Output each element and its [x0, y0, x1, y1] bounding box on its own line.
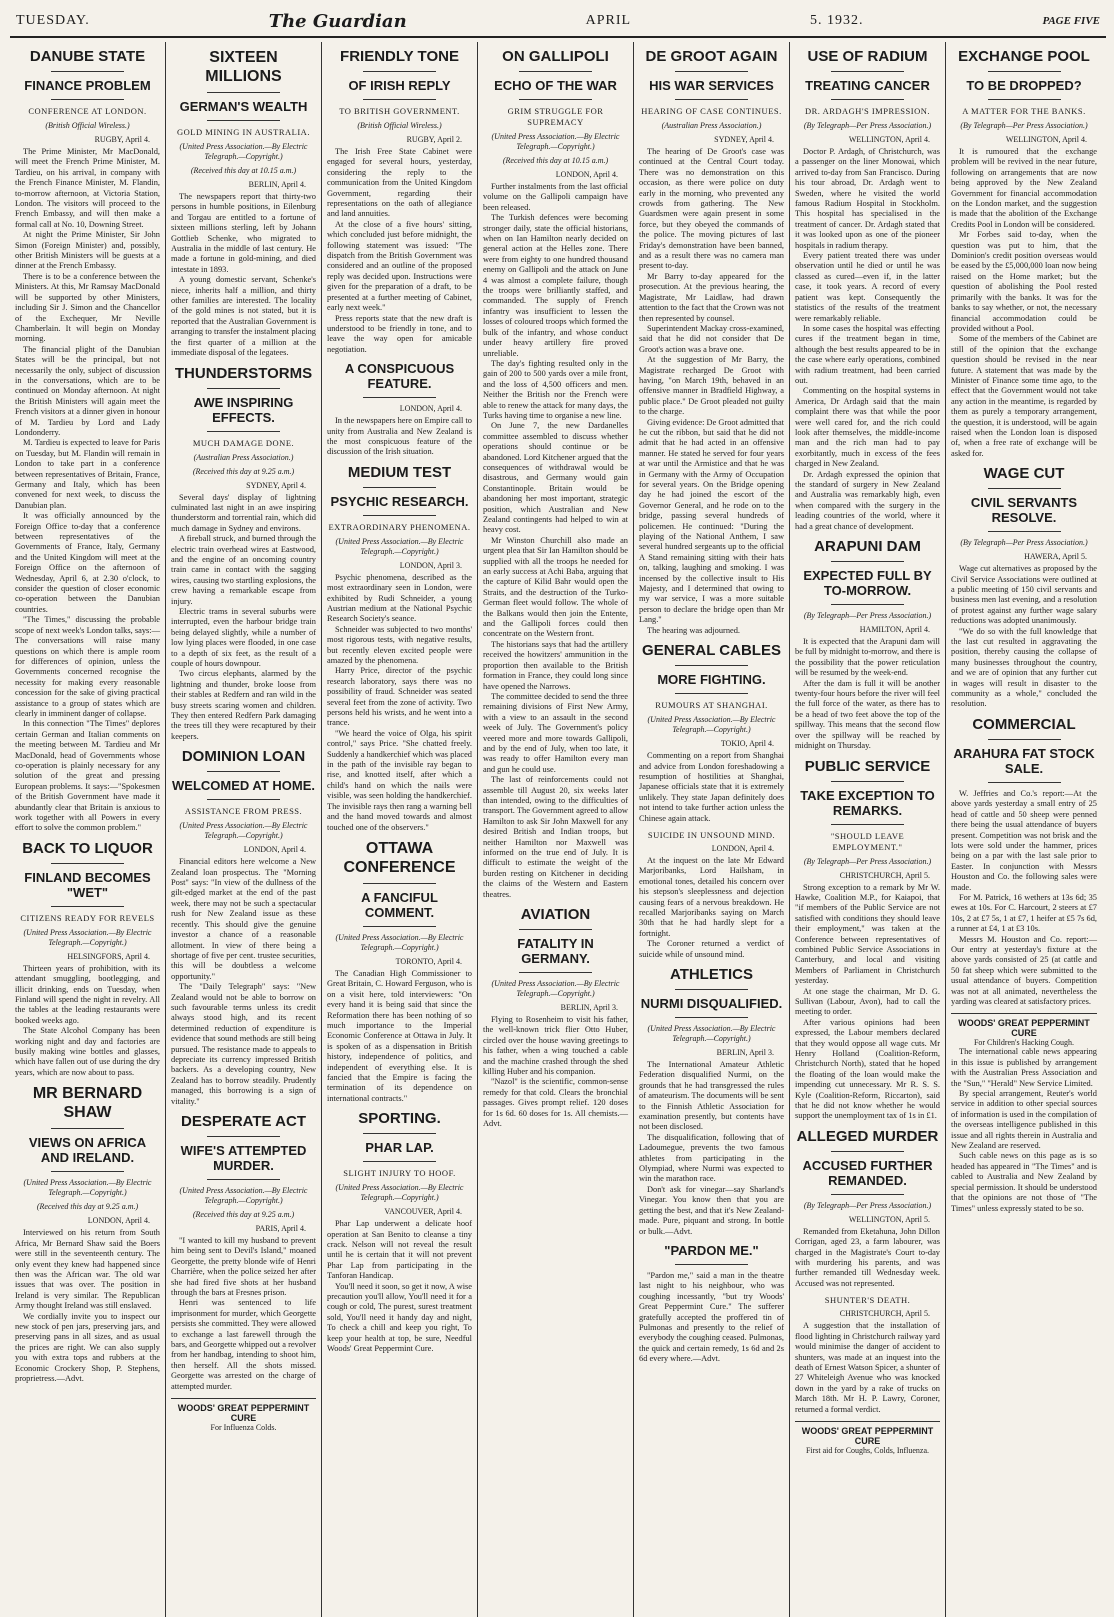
divider-rule — [51, 1171, 124, 1172]
article-paragraph: W. Jeffries and Co.'s report:—At the above yards yesterday a small entry of 25 head of cattle and 50 sheep were penned there being the usual attendance of buyers present. Competition was not brisk and the lots were sold under the hammer, prices being on a par with the last sale prior to Easter. In conjunction with Messrs Houston and Co. the following sales were made. — [951, 788, 1097, 892]
article-cred: (United Press Association.—By Electric Telegraph.—Copyright.) — [335, 536, 464, 556]
article-headline: FRIENDLY TONE — [340, 48, 459, 65]
divider-rule — [519, 99, 592, 100]
article-sub: MUCH DAMAGE DONE. — [192, 437, 295, 448]
article — [171, 748, 316, 1107]
article — [795, 538, 940, 751]
masthead-month: APRIL — [585, 13, 632, 28]
article-dateline: CHRISTCHURCH, April 5. — [839, 1309, 930, 1319]
article-dateline: RUGBY, April 4. — [94, 135, 150, 144]
masthead-date: 5. 1932. — [810, 13, 864, 28]
article-paragraph: Commenting on a report from Shanghai and advice from London foreshadowing a resumption of hostilities at Shanghai, Japanese officials state that it is extremely unlikely. They state Japan definitely does not intend to take further action unless the Chinese again attack. — [639, 751, 784, 823]
article-paragraph: The last of reinforcements could not assemble till August 20, six weeks later than intended, owing to the difficulties of transport. The Government agreed to allow Hamilton to ask Sir John Maxwell for any desired British and Indian troops, but neither Hamilton nor Maxwell was informed on the true end of July. It is difficult to estimate the weight of the burden resting on Kitchener in deciding the claims of the Western and Eastern theatres. — [483, 775, 628, 899]
article-paragraph: The financial plight of the Danubian States will be the principal, but not necessarily the only, subject of discussion in the conversations, which are to be continued on Monday afternoon. At night the British Ministers will again meet the French visitors at a dinner given in honour of M. Tardieu by Lord and Lady Londonderry. — [15, 344, 160, 437]
divider-rule — [988, 99, 1061, 100]
article-paragraph: We cordially invite you to inspect our new stock of pen jars, preserving jars, and preserving pans in all sizes, and as usual the prices are right. We can also supply you with extra tops and rubbers at the Economic Crockery Shop, P. Stephens, proprietress.—Advt. — [15, 1311, 160, 1383]
article-received: (Received this day at 9.25 a.m.) — [36, 1202, 139, 1212]
advert-title: WOODS' GREAT PEPPERMINT CURE — [177, 1403, 310, 1424]
article-paragraph: The international cable news appearing in this issue is published by arrangement with the Australian Press Association and the "Sun," "Herald" New Service Limited. — [951, 1047, 1097, 1088]
article-paragraph: On June 7, the new Dardanelles committee assembled to discuss whether operations should continue or be abandoned. Lord Kitchener argued that the consequences of withdrawal would be disastrous, and Germany would gain Constantinople. Britain would be abandoning her most important, strategic position, which Australian and New Zealand contingents had helped to win at heavy cost. — [483, 421, 628, 535]
advertisement — [951, 1013, 1097, 1047]
article-dateline: WELLINGTON, April 4. — [1005, 135, 1087, 144]
article-paragraph: Dr. Ardagh expressed the opinion that the standard of surgery in New Zealand and Australia was remarkably high, even when compared with the surgery in the leading countries of the world, where it had a great chance of development. — [795, 469, 940, 531]
divider-rule — [675, 693, 748, 694]
article — [171, 365, 316, 743]
column-1 — [10, 42, 166, 1617]
divider-rule — [51, 99, 124, 100]
article-cred: (British Official Wireless.) — [357, 121, 442, 130]
article-deck: A FANCIFUL COMMENT. — [361, 889, 438, 920]
article-headline: MR BERNARD SHAW — [32, 1085, 143, 1122]
divider-rule — [207, 92, 280, 93]
article-paragraph: Mr Forbes said to-day, when the question was put to him, that the Dominion's credit position overseas would be eased by the £5,000,000 loan now being raised on the Home market; but the question of abolishing the Pool rested primarily with the banks. It was for the banks to say whether, or not, the necessary financial accommodation could be provided without a Pool. — [951, 230, 1097, 333]
article-deck: A CONSPICUOUS FEATURE. — [344, 361, 455, 392]
article-paragraph: Electric trams in several suburbs were interrupted, even the harbour bridge train being delayed slightly, while a number of low lying places were flooded, in one case to a depth of six feet, as the result of a couple of hours downpour. — [171, 606, 316, 668]
article — [639, 1243, 784, 1365]
article-paragraph: Two circus elephants, alarmed by the lightning and thunder, broke loose from their stables at Redfern and ran wild in the busy streets scaring women and children. They then entered Redfern Park damaging the trees till they were recaptured by their keepers. — [171, 669, 316, 741]
article-paragraph: For M. Patrick, 16 wethers at 13s 6d; 35 ewes at 10s. For C. Harcourt, 2 steers at £7 10s, 2 at £7 5s, 1 at £7, 1 heifer at £5 7s 6d, a runner at £4, 1 at £3 10s. — [951, 892, 1097, 934]
article-paragraph: The hearing of De Groot's case was continued at the Central Court today. There was no demonstration on this occasion, as there were police on duty early in the morning, who prevented any crowds from gathering. The New Guardsmen were again present in some force, but they obeyed the commands of the police. The moving pictures of last Friday's demonstration have been banned, and as a result there was no camera man present to-day. — [639, 147, 784, 271]
divider-rule — [51, 71, 124, 72]
article-sub: EXTRAORDINARY PHENOMENA. — [328, 521, 471, 532]
article — [951, 465, 1097, 710]
article-paragraph: The Irish Free State Cabinet were engaged for several hours, yesterday, considering the reply to the communication from the United Kingdom Government, regarding their representations on the oath of allegiance and land annuities. — [327, 147, 472, 219]
article-sub: ASSISTANCE FROM PRESS. — [184, 806, 303, 817]
article-paragraph: The State Alcohol Company has been working night and day and factories are busily making wine bottles and glasses, which have fallen out of use during the dry years, which are now about to pass. — [15, 1026, 160, 1077]
article-deck: TO BE DROPPED? — [966, 78, 1082, 93]
article-paragraph: Thirteen years of prohibition, with its attendant smuggling, bootlegging, and illicit drinking, ends on Tuesday, when Finland will spend the night in revelry. All the tables at the leading restaurants were booked weeks ago. — [15, 963, 160, 1025]
divider-rule — [831, 71, 904, 72]
article-cred: (By Telegraph—Per Press Association.) — [803, 856, 932, 866]
article — [171, 48, 316, 359]
article-cred: (Australian Press Association.) — [661, 121, 762, 130]
article-sub: GRIM STRUGGLE FOR SUPREMACY — [507, 106, 604, 127]
article — [639, 642, 784, 824]
article-dateline: PARIS, April 4. — [255, 1224, 306, 1233]
article-deck: AWE INSPIRING EFFECTS. — [193, 394, 294, 425]
divider-rule — [363, 1161, 436, 1162]
article-deck: PHAR LAP. — [365, 1140, 434, 1156]
column-3 — [322, 42, 478, 1617]
article-received: (Received this day at 10.15 a.m.) — [502, 156, 609, 165]
article — [795, 1295, 940, 1415]
column-5 — [634, 42, 790, 1617]
article-paragraph: Schneider was subjected to two months' most rigorous tests, with negative results, but recently eleven excited people were amazed by the phenomena. — [327, 624, 472, 665]
article-deck: MORE FIGHTING. — [657, 672, 766, 688]
article-sub: GOLD MINING IN AUSTRALIA. — [177, 127, 310, 137]
article-paragraph: By special arrangement, Reuter's world service in addition to other special sources of information is used in the compilation of the overseas intelligence published in this issue and all rights therein in Australia and New Zealand are reserved. — [951, 1089, 1097, 1151]
article-headline: AVIATION — [520, 906, 591, 924]
article-cred: (United Press Association.—By Electric Telegraph.—Copyright.) — [491, 979, 620, 999]
article-cred: (By Telegraph—Per Press Association.) — [803, 121, 932, 130]
article-deck: GERMAN'S WEALTH — [179, 99, 308, 114]
article-paragraph: "We heard the voice of Olga, his spirit control," says Price. "She chatted freely. Suddenly a handkerchief which was placed in the path of the invisible ray began to rise, and knotted itself, after which a child's hand on which the nails were visible, was seen holding the handkerchief. The invisible rays then rang a warning bell and the hand moved towards and almost touched one of the observers." — [327, 728, 472, 832]
column-7 — [946, 42, 1102, 1617]
article-dateline: HAMILTON, April 4. — [859, 625, 930, 635]
article-paragraph: The disqualification, following that of Ladoumegue, prevents the two famous athletes from participating in the Olympiad, where Nurmi was expected to win the marathon race. — [639, 1132, 784, 1184]
article-paragraph: The Coroner returned a verdict of suicide while of unsound mind. — [639, 939, 784, 959]
article-paragraph: In this connection "The Times" deplores certain German and Italian comments on the meeting between M. Tardieu and Mr MacDonald, head of Governments whose co-operation is plainly necessary for any solution of the great and pressing European problems. It says:—"Spokesmen of the British Government have made it abundantly clear that Britain is anxious to work together with all Powers in every effort to solve the common problem." — [15, 719, 160, 833]
article-dateline: RUGBY, April 2. — [406, 135, 462, 144]
article-dateline: LONDON, April 4. — [711, 843, 774, 853]
article-paragraph: At the suggestion of Mr Barry, the Magistrate recharged De Groot with having, "on March 19th, behaved in an offensive manner in Bradfield Highway, a public place." De Groot pleaded not guilty to the charge. — [639, 355, 784, 417]
article — [327, 361, 472, 458]
article-cred: (United Press Association.—By Electric Telegraph.—Copyright.) — [491, 132, 620, 151]
article-paragraph: At the close of a five hours' sitting, which concluded just before midnight, the following statement was issued: "The dispatch from the British Government was considered and an outline of the proposed reply was decided upon. Instructions were given for the preparation of a draft, to be presented at a further meeting of Cabinet, early next week." — [327, 219, 472, 313]
divider-rule — [363, 515, 436, 516]
article-received: (Received this day at 9.25 a.m.) — [192, 466, 295, 476]
article-paragraph: It is expected that the Arapuni dam will be full by midnight to-morrow, and there is the possibility that the power reticulation will be resumed by the week-end. — [795, 637, 940, 678]
article-cred: (United Press Association.—By Electric Telegraph.—Copyright.) — [23, 927, 152, 947]
article-deck: WELCOMED AT HOME. — [172, 778, 315, 794]
article-paragraph: The Canadian High Commissioner to Great Britain, C. Howard Ferguson, who is on a visit here, told interviewers: "On every hand it is being said that since the Reformation there has been nothing of so much importance to the Imperial Economic Conference at Ottawa in July. It is spoken of as a dispensation in British history, independence of politics, and independent of everything else. It is fancied that the Empire is facing the termination of its dependence on international contracts." — [327, 968, 472, 1103]
article-dateline: SYDNEY, April 4. — [714, 135, 774, 144]
article-headline: ATHLETICS — [669, 966, 754, 983]
article-cred: (By Telegraph—Per Press Association.) — [803, 1200, 932, 1210]
article — [639, 966, 784, 1237]
article-headline: ALLEGED MURDER — [796, 1127, 939, 1145]
article-paragraph: Strong exception to a remark by Mr W. Hawke, Coalition M.P., for Kaiapoi, that "if members of the Public Service are not satisfied with conditions they should leave their employment," was taken at the Conference between representatives of combined Public Service Associations in Canterbury, and local and visiting Members of Parliament in Christchurch yesterday. — [795, 882, 940, 986]
divider-rule — [363, 99, 436, 100]
article-paragraph: Psychic phenomena, described as the most extraordinary seen in London, were exhibited by Rudi Schneider, a young Austrian medium at the National Psychic Research Society's seance. — [327, 572, 472, 624]
article-paragraph: Mr Winston Churchill also made an urgent plea that Sir Ian Hamilton should be supplied with all the troops he needed for an early success at Achi Baba, arguing that the capture of Kilid Bahr would open the Straits, and the destruction of the Turko-German fleet would follow. The whole of the Balkans would then join the Entente, and the Gallipoli forces could then concentrate on the Western front. — [483, 535, 628, 639]
masthead-day: TUESDAY. — [16, 13, 90, 28]
masthead-title: The Guardian — [268, 10, 407, 32]
article-headline: DOMINION LOAN — [181, 748, 306, 766]
divider-rule — [988, 531, 1061, 532]
article-headline: ON GALLIPOLI — [502, 48, 609, 65]
article-paragraph: Doctor P. Ardagh, of Christchurch, was a passenger on the liner Monowai, which arrived to-day from San Francisco. During his tour abroad, Dr. Ardagh went to Sweden, where he visited the world famous Radium Hospital in Stockholm. This hospital has specialised in the treatment of cancer. Dr. Ardagh stated that it was looked upon as one of the pioneer hospitals in radium therapy. — [795, 147, 940, 250]
article-dateline: LONDON, April 4. — [555, 170, 618, 179]
divider-rule — [207, 799, 280, 800]
divider-rule — [207, 1136, 280, 1137]
masthead — [10, 6, 1106, 38]
article-dateline: VANCOUVER, April 4. — [384, 1207, 462, 1217]
article-sub: HEARING OF CASE CONTINUES. — [641, 106, 782, 116]
article-dateline: WELLINGTON, April 4. — [848, 135, 930, 144]
article-paragraph: The Prime Minister, Mr MacDonald, will meet the French Prime Minister, M. Tardieu, on his arrival, in company with the French Finance Minister, M. Flandin, to-morrow afternoon, at Victoria Station, London. The visitors will proceed to the French Embassy, and will then make a formal call at No. 10, Downing Street. — [15, 147, 160, 229]
article — [327, 839, 472, 1104]
divider-rule — [363, 71, 436, 72]
article-dateline: TORONTO, April 4. — [395, 956, 462, 966]
article-paragraph: A fireball struck, and burned through the electric train overhead wires at Eastwood, and the engine of an oncoming country train came in contact with the sagging wires, causing two startling explosions, the crew having a remarkable escape from injury. — [171, 534, 316, 606]
article-sub: RUMOURS AT SHANGHAI. — [655, 700, 768, 711]
article-paragraph: Wage cut alternatives as proposed by the Civil Service Associations were outlined at a public meeting of 150 civil servants and business men last evening, and a resolution of protest against any further wage salary reductions was adopted unanimously. — [951, 564, 1097, 626]
article-dateline: BERLIN, April 3. — [716, 1048, 774, 1057]
article-deck: OF IRISH REPLY — [348, 78, 451, 93]
article-paragraph: You'll need it soon, so get it now, A wise precaution you'll allow, You'll need it for a cough or cold, The purest, surest treatment sold, You'll need it handy day and night, To check a chill and keep you right, To keep your health at top, be sure, Needful Woods' Great Peppermint Cure. — [327, 1281, 472, 1354]
divider-rule — [51, 863, 124, 864]
article-headline: BACK TO LIQUOR — [22, 839, 153, 857]
article-dateline: LONDON, April 4. — [243, 845, 306, 855]
divider-rule — [988, 782, 1061, 783]
divider-rule — [831, 99, 904, 100]
article-paragraph: "Nazol" is the scientific, common-sense remedy for that cold. Clears the bronchial passages. Gives prompt relief. 120 doses for 1s 6d. 60 doses for 1s. All chemists.—Advt. — [483, 1077, 628, 1129]
article-deck: "PARDON ME." — [664, 1242, 759, 1258]
article-paragraph: Some of the members of the Cabinet are still of the opinion that the exchange question should be revised in the near future. A statement that was made by the Minister of Finance some time ago, to the effect that the Government would not take any action in the meantime, is regarded by them as purely a temporary arrangement, the question, it is understood, will be again raised when the London loan is disposed of, when a free rate of exchange will be asked for. — [951, 334, 1097, 458]
article-paragraph: Don't ask for vinegar—say Sharland's Vinegar. You know then that you are getting the best, and that it's New Zealand-made. Pure, piquant and strong. In bottle or bulk.—Advt. — [639, 1184, 784, 1236]
divider-rule — [831, 824, 904, 825]
article-sub: A MATTER FOR THE BANKS. — [962, 106, 1086, 116]
article-dateline: LONDON, April 3. — [399, 560, 462, 570]
article-sub: SUICIDE IN UNSOUND MIND. — [647, 829, 776, 840]
article-cred: (United Press Association.—By Electric Telegraph.—Copyright.) — [179, 821, 308, 841]
article-paragraph: Such cable news on this page as is so headed has appeared in "The Times" and is cabled to Australia and New Zealand by special permission. It should be understood that the opinions are not those of "The Times" unless expressly stated to be so. — [951, 1151, 1097, 1213]
advertisement — [795, 1421, 940, 1455]
divider-rule — [988, 739, 1061, 740]
article-sub: SLIGHT INJURY TO HOOF. — [343, 1168, 456, 1179]
article-headline: DESPERATE ACT — [180, 1113, 306, 1130]
article-headline: DANUBE STATE — [29, 48, 146, 65]
article-paragraph: It was officially announced by the Foreign Office to-day that a conference between representatives of the Governments of France, Italy, Germany and the United Kingdom will meet at the Foreign Office on the afternoon of Wednesday, April 6, at 2.30 o'clock, to consider the question of closer economic co-operation between the Danubian countries. — [15, 511, 160, 614]
article-paragraph: After the dam is full it will be another twenty-four hours before the river will feel the full force of the water, as there has to be a head of two feet above the top of the spillway. This means that the second flow over the spillway will be reached by midnight on Thursday. — [795, 678, 940, 751]
article-dateline: SYDNEY, April 4. — [246, 480, 306, 490]
article — [795, 48, 940, 532]
article-cred: (United Press Association.—By Electric Telegraph.—Copyright.) — [335, 932, 464, 952]
article-received: (Received this day at 10.15 a.m.) — [190, 166, 297, 175]
article-headline: ARAPUNI DAM — [814, 538, 921, 556]
divider-rule — [207, 431, 280, 432]
divider-rule — [363, 397, 436, 398]
article-sub: TO BRITISH GOVERNMENT. — [339, 106, 460, 116]
columns — [10, 42, 1106, 1617]
article-headline: SPORTING. — [358, 1110, 441, 1128]
article-paragraph: Remanded from Eketahuna, John Dillon Corrigan, aged 23, a farm labourer, was charged in the Magistrate's Court to-day with murdering his parents, and was further remanded till Wednesday week. Accused was not represented. — [795, 1226, 940, 1288]
article-paragraph: Every patient treated there was under observation until he died or until he was classed as cured—even if, in the latter case, it took years. A record of every patient was kept. Consequently the statistics of the results of the treatment were remarkably reliable. — [795, 251, 940, 323]
article-paragraph: Several days' display of lightning culminated last night in an awe inspiring thunderstorm and torrential rain, which did much damage in Sydney and environs. — [171, 492, 316, 533]
article-paragraph: The International Amateur Athletic Federation disqualified Nurmi, on the grounds that he had transgressed the rules of amateurism. The documents will be sent to the Finnish Athletic Association for examination presently, but contents have not been disclosed. — [639, 1060, 784, 1132]
article-headline: OTTAWA CONFERENCE — [343, 839, 456, 876]
article-paragraph: Harry Price, director of the psychic research laboratory, says there was no possibility of fraud. Schneider was seated several feet from the zone of activity. Two persons held his wrists, and he went into a trance. — [327, 666, 472, 728]
article — [327, 464, 472, 833]
article-deck: FINLAND BECOMES "WET" — [24, 869, 151, 900]
article-deck: EXPECTED FULL BY TO-MORROW. — [803, 568, 932, 599]
article-paragraph: "We do so with the full knowledge that the last cut resulted in aggravating the position, thereby causing the collapse of many businesses throughout the country, and we are of opinion that any further cut in wages will result in disaster to the community as a whole," concluded the resolution. — [951, 626, 1097, 709]
article-deck: VIEWS ON AFRICA AND IRELAND. — [28, 1135, 147, 1166]
article-headline: PUBLIC SERVICE — [804, 757, 931, 775]
article-cred: (United Press Association.—By Electric Telegraph.—Copyright.) — [647, 1024, 776, 1043]
article-deck: FINANCE PROBLEM — [24, 78, 151, 93]
divider-rule — [675, 1017, 748, 1018]
divider-rule — [675, 989, 748, 990]
article-paragraph: The historians says that had the artillery received the howitzers' ammunition in the proportion then available to the British formation in France, they could long since have opened the Narrows. — [483, 639, 628, 691]
article-headline: WAGE CUT — [983, 465, 1065, 483]
divider-rule — [363, 926, 436, 927]
article-dateline: TOKIO, April 4. — [720, 739, 774, 749]
article-deck: ARAHURA FAT STOCK SALE. — [953, 745, 1095, 776]
article-paragraph: Messrs M. Houston and Co. report:—Our entry at yesterday's fixture at the above yards consisted of 25 (at cattle and 50 fat sheep which were submitted to the usual attendance of buyers. Competition was not at all animated, nevertheless the yarding was cleared at satisfactory prices. — [951, 934, 1097, 1006]
article — [951, 716, 1097, 1008]
article-paragraph: "The Times," discussing the probable scope of next week's London talks, says:—The conversations will raise many questions on which there is ample room for differences of opinion, unless the Governments concerned recognise the necessity for making every reasonable concession for the sake of giving practical assistance to a group of states which are clearly in imminent danger of collapse. — [15, 615, 160, 718]
divider-rule — [363, 883, 436, 884]
article — [15, 48, 160, 834]
article-cred: (United Press Association.—By Electric Telegraph.—Copyright.) — [23, 1178, 152, 1198]
column-6 — [790, 42, 946, 1617]
article-dateline: HAWERA, April 5. — [1024, 552, 1087, 562]
divider-rule — [519, 972, 592, 973]
article — [795, 758, 940, 1122]
article-cred: (United Press Association.—By Electric Telegraph.—Copyright.) — [647, 715, 776, 735]
advert-subtitle: For Children's Hacking Cough. — [973, 1038, 1075, 1048]
article-dateline: BERLIN, April 3. — [560, 1003, 618, 1013]
article — [795, 1128, 940, 1289]
article-headline: THUNDERSTORMS — [174, 364, 313, 382]
column-4 — [478, 42, 634, 1617]
article-headline: SIXTEEN MILLIONS — [205, 49, 282, 85]
article-paragraph: "I wanted to kill my husband to prevent him being sent to Devil's Island," moaned Georgette, the pretty blonde wife of Henri Charrière, when the police seized her after she had fired five shots at her husband through the bars at Fresnes prison. — [171, 1236, 316, 1298]
article — [639, 48, 784, 636]
advert-subtitle: First aid for Coughs, Colds, Influenza. — [805, 1445, 930, 1455]
article-cred: (United Press Association.—By Electric Telegraph.—Copyright.) — [335, 1183, 464, 1203]
article-dateline: LONDON, April 4. — [87, 1216, 150, 1226]
article-paragraph: The newspapers report that thirty-two persons in humble positions, in Eilenburg and Torgau are entitled to a fortune of sixteen millions sterling, left by Johann Gottlieb Schenke, who migrated to Australia in the middle of last century. He made a fortune in gold-mining, and died intestate in 1893. — [171, 192, 316, 274]
article-deck: ECHO OF THE WAR — [494, 78, 617, 93]
article-paragraph: M. Tardieu is expected to leave for Paris on Tuesday, but M. Flandin will remain in London to take part in a conference between representatives of Britain, France, Germany and Italy, which has been convened for next week, to discuss the Danubian plan. — [15, 438, 160, 510]
article-headline: GENERAL CABLES — [642, 642, 781, 660]
article-paragraph: Henri was sentenced to life imprisonment for murder, which Georgette persists she committed. They were allowed to exchange a last farewell through the bars, and Georgette whipped out a revolver from her handbag, intending to shoot him, then herself. All the shots missed. Georgette was arrested on the charge of attempted murder. — [171, 1298, 316, 1391]
article-paragraph: Mr Barry to-day appeared for the prosecution. At the previous hearing, the Magistrate, Mr Laidlaw, had drawn attention to the fact that the Crown was not then represented by counsel. — [639, 271, 784, 323]
article-sub: CONFERENCE AT LONDON. — [28, 106, 147, 116]
divider-rule — [51, 1128, 124, 1129]
masthead-page-number: PAGE FIVE — [1042, 15, 1100, 27]
divider-rule — [831, 1194, 904, 1195]
article-paragraph: At the inquest on the late Mr Edward Marjoribanks, Lord Hailsham, in emotional tones, detailed his concern over his stepson's sleeplessness and dejection causing fears of a nervous breakdown. He recalled Marjoribanks saying on March 30th that he had hardly slept for a fortnight. — [639, 855, 784, 938]
article-paragraph: Commenting on the hospital systems in America, Dr Ardagh said that the main complaint there was that while the poor were well cared for, and the rich could look after themselves, the middle-income man and the rich man had to pay exorbitantly, much in excess of the fees charged in New Zealand. — [795, 386, 940, 469]
article-paragraph: Financial editors here welcome a New Zealand loan prospectus. The "Morning Post" says: "In view of the dullness of the gilt-edged market at the end of the past week, there may not be such a spectacular rush for New Zealand issue as these recently. This should give the genuine investor a chance of a reasonable allotment. In view of there being a shortage of five per cent. trustee securities, this will be doubtless a welcome opportunity." — [171, 857, 316, 981]
article-headline: MEDIUM TEST — [347, 463, 452, 481]
divider-rule — [207, 120, 280, 121]
article-cred: (British Official Wireless.) — [45, 121, 130, 130]
advert-title: WOODS' GREAT PEPPERMINT CURE — [958, 1018, 1090, 1039]
article-paragraph: Further instalments from the last official volume on the Gallipoli campaign have been released. — [483, 182, 628, 212]
advert-subtitle: For Influenza Colds. — [210, 1423, 277, 1433]
article-deck: WIFE'S ATTEMPTED MURDER. — [180, 1143, 307, 1173]
divider-rule — [988, 488, 1061, 489]
article-paragraph: In some cases the hospital was effecting cures if the treatment began in time, although the best results appeared to be in the case where early operations, combined with radium treatment, had been carried out. — [795, 323, 940, 385]
divider-rule — [519, 929, 592, 930]
article-paragraph: At one stage the chairman, Mr D. G. Sullivan (Labour, Avon), had to call the meeting to order. — [795, 986, 940, 1017]
article-paragraph: Superintendent Mackay cross-examined, said that he did not consider that De Groot's action was a brave one. — [639, 323, 784, 354]
article-deck: CIVIL SERVANTS RESOLVE. — [970, 495, 1078, 526]
article — [15, 840, 160, 1078]
article-deck: HIS WAR SERVICES — [649, 78, 774, 93]
article-paragraph: The "Daily Telegraph" says: "New Zealand would not be able to borrow on such favourable terms unless its credit always stood high, and its recent determined reduction of expenditure is evidence that sound methods are still being pursued. The resistance made to appeals to depreciate its currency impressed British backers. As a developing country, New Zealand has to borrow steadily. Prudently managed, this borrowing is a sign of vitality." — [171, 982, 316, 1106]
article-dateline: WELLINGTON, April 5. — [848, 1214, 930, 1224]
article-deck: TAKE EXCEPTION TO REMARKS. — [800, 787, 935, 818]
divider-rule — [675, 1264, 748, 1265]
article-received: (Received this day at 9.25 a.m.) — [192, 1210, 295, 1219]
divider-rule — [363, 487, 436, 488]
article-dateline: BERLIN, April 4. — [248, 180, 306, 189]
divider-rule — [831, 1151, 904, 1152]
article-dateline: LONDON, April 4. — [399, 404, 462, 414]
divider-rule — [675, 71, 748, 72]
article-paragraph: "Pardon me," said a man in the theatre last night to his neighbour, who was coughing incessantly, "but try Woods' Great Peppermint Cure." The sufferer gratefully accepted the proffered tin of Pulmonas and presently to the relief of everybody the coughing ceased. Pulmonas, the quick and certain remedy, 1s 6d and 2s 6d every where.—Advt. — [639, 1270, 784, 1364]
divider-rule — [51, 906, 124, 907]
article-headline: USE OF RADIUM — [807, 48, 928, 65]
article-sub: DR. ARDAGH'S IMPRESSION. — [805, 106, 930, 116]
article-deck: PSYCHIC RESEARCH. — [330, 493, 469, 509]
article-paragraph: The hearing was adjourned. — [647, 625, 741, 635]
article — [639, 830, 784, 960]
article-paragraph: Press reports state that the new draft is understood to be friendly in tone, and to leave the way open for amicable negotiation. — [327, 313, 472, 354]
article — [327, 48, 472, 355]
article-sub: SHUNTER'S DEATH. — [824, 1295, 911, 1306]
divider-rule — [831, 561, 904, 562]
article — [171, 1113, 316, 1392]
article-paragraph: The day's fighting resulted only in the gain of 200 to 500 yards over a mile front, and the loss of 4,500 officers and men. Neither the British nor the French were able to renew the attack for many days, the Turks having time to organise a new line. — [483, 358, 628, 420]
article-sub: CITIZENS READY FOR REVELS — [20, 912, 155, 923]
article-paragraph: Flying to Rosenheim to visit his father, the well-known trick flier Otto Huber, circled over the house waving greetings to his father, when a wing touched a cable and the machine crashed through the shed killing Huber and his companion. — [483, 1015, 628, 1077]
article-paragraph: At night the Prime Minister, Sir John Simon (Foreign Minister) and, possibly, other British Ministers will be guests at a dinner at the French Embassy. — [15, 230, 160, 271]
article-paragraph: In the newspapers here on Empire call to unity from Australia and New Zealand is the most conspicuous feature of the discussion of the Irish situation. — [327, 416, 472, 457]
article-sub: "SHOULD LEAVE EMPLOYMENT." — [830, 830, 905, 852]
advert-title: WOODS' GREAT PEPPERMINT CURE — [801, 1425, 934, 1446]
article-deck: TREATING CANCER — [805, 78, 930, 93]
divider-rule — [831, 604, 904, 605]
divider-rule — [363, 1133, 436, 1134]
article-paragraph: The Turkish defences were becoming stronger daily, state the official historians, when on Ian Hamilton nearly decided on general action at the Helles zone. There were from eighty to one hundred thousand enemy on Gallipoli and the attack on June 4 was almost a complete failure, though the troops were brilliantly staffed, and commanded. The supply of French infantry was insufficient to lessen the losses of coloured troops which formed the bulk of the infantry, and whose conduct under heavy artillery fire proved unreliable. — [483, 213, 628, 358]
divider-rule — [675, 99, 748, 100]
divider-rule — [675, 665, 748, 666]
divider-rule — [519, 71, 592, 72]
article — [951, 1013, 1097, 1214]
divider-rule — [207, 1179, 280, 1180]
article-cred: (By Telegraph—Per Press Association.) — [960, 538, 1088, 548]
article-cred: (By Telegraph—Per Press Association.) — [960, 121, 1088, 130]
divider-rule — [207, 388, 280, 389]
article — [327, 1110, 472, 1354]
article-paragraph: Giving evidence: De Groot admitted that he cut the ribbon, but said that he did not admit that he had acted in an offensive manner. He stated he served for four years at war until the Armistice and that he was in Germany with the Army of Occupation for several years. On the Bridge opening day he had joined the escort of the Governor General, and he rode on to the bridge, passing several hundreds of policemen. He continued: "During the playing of the National Anthem, I saw several hundred sergeants up to the official A Stand remaining sitting with their hats on, talking, laughing and smoking. I was incensed by the collective insult to His Majesty, and I determined that owing to my war service, I was a more suitable person to declare the bridge open than Mr Lang." — [639, 417, 784, 625]
article — [483, 906, 628, 1129]
article-cred: (United Press Association.—By Electric Telegraph.—Copyright.) — [179, 1186, 308, 1205]
article-paragraph: The committee decided to send the three remaining divisions of First New Army, with a view to an assault in the second week of July. The Government's policy veered more and more towards Gallipoli, and by the end of July, when too late, it was ready to offer Hamilton every man and gun he could use. — [483, 691, 628, 774]
article — [15, 1084, 160, 1384]
article-paragraph: A suggestion that the installation of flood lighting in Christchurch railway yard would minimise the danger of accident to shunters, was made at an inquest into the death of Ernest Watson Spicer, a shunter of 27 Whiteleigh Avenue who was knocked down in the yard by a rake of trucks on March 18th. Mr H. P. Lawry, Coroner, returned a formal verdict. — [795, 1321, 940, 1414]
article-paragraph: It is rumoured that the exchange problem will be revived in the near future, following on arrangements that are now being approved by the New Zealand Government for financial accommodation on the London market, and the suggestion is made that the abolition of the Exchange Credits Pool in London will be considered. — [951, 147, 1097, 229]
divider-rule — [831, 781, 904, 782]
article-headline: COMMERCIAL — [972, 715, 1076, 733]
article-deck: ACCUSED FURTHER REMANDED. — [802, 1157, 933, 1188]
article-paragraph: After various opinions had been expressed, the Labour members declared that they would oppose all wage cuts. Mr Henry Holland (Coalition-Reform, Christchurch North), stated that he hoped the floating of the loan would make the impending cut unnecessary. Mr R. S. S. Kyle (Coalition-Reform, Riccarton), said that he did not know whether he would support the unemployment tax of 1s in £1. — [795, 1017, 940, 1121]
article-headline: DE GROOT AGAIN — [645, 48, 778, 65]
article-deck: FATALITY IN GERMANY. — [517, 936, 594, 967]
article-cred: (United Press Association.—By Electric Telegraph.—Copyright.) — [179, 142, 308, 161]
article-deck: NURMI DISQUALIFIED. — [640, 996, 783, 1011]
divider-rule — [207, 771, 280, 772]
article-headline: EXCHANGE POOL — [958, 48, 1090, 65]
article — [483, 48, 628, 900]
article-dateline: CHRISTCHURCH, April 5. — [839, 870, 930, 880]
article-paragraph: Phar Lap underwent a delicate hoof operation at San Benito to cleanse a tiny crack. Nelson will not reveal the result until he is certain that it will not prevent Phar Lap from participating in the Tanforan Handicap. — [327, 1219, 472, 1281]
article-cred: (Australian Press Association.) — [193, 452, 294, 462]
article-paragraph: Interviewed on his return from South Africa, Mr Bernard Shaw said the Boers were still in the seventeenth century. The only event they knew had happened since then was the African war. The old war issues that was over. The position in Ireland is very similar. The Republican Army thought Ireland was still enslaved. — [15, 1228, 160, 1311]
advertisement — [171, 1398, 316, 1432]
article-paragraph: There is to be a conference between the Ministers. At this, Mr Ramsay MacDonald will be supported by other Ministers, including Sir J. Simon and the Chancellor of the Exchequer, Mr Neville Chamberlain. It will begin on Monday morning. — [15, 271, 160, 344]
article — [951, 48, 1097, 459]
column-2 — [166, 42, 322, 1617]
article-cred: (By Telegraph—Per Press Association.) — [803, 611, 932, 621]
article-paragraph: A young domestic servant, Schenke's niece, inherits half a million, and thirty other families are interested. The locality of the gold mines is not stated, but it is reported that the Australian Government is arranging to transfer the instalment placing the first quarter of a million at the immediate disposal of the legatees. — [171, 275, 316, 358]
divider-rule — [988, 71, 1061, 72]
article-dateline: HELSINGFORS, April 4. — [67, 951, 150, 961]
